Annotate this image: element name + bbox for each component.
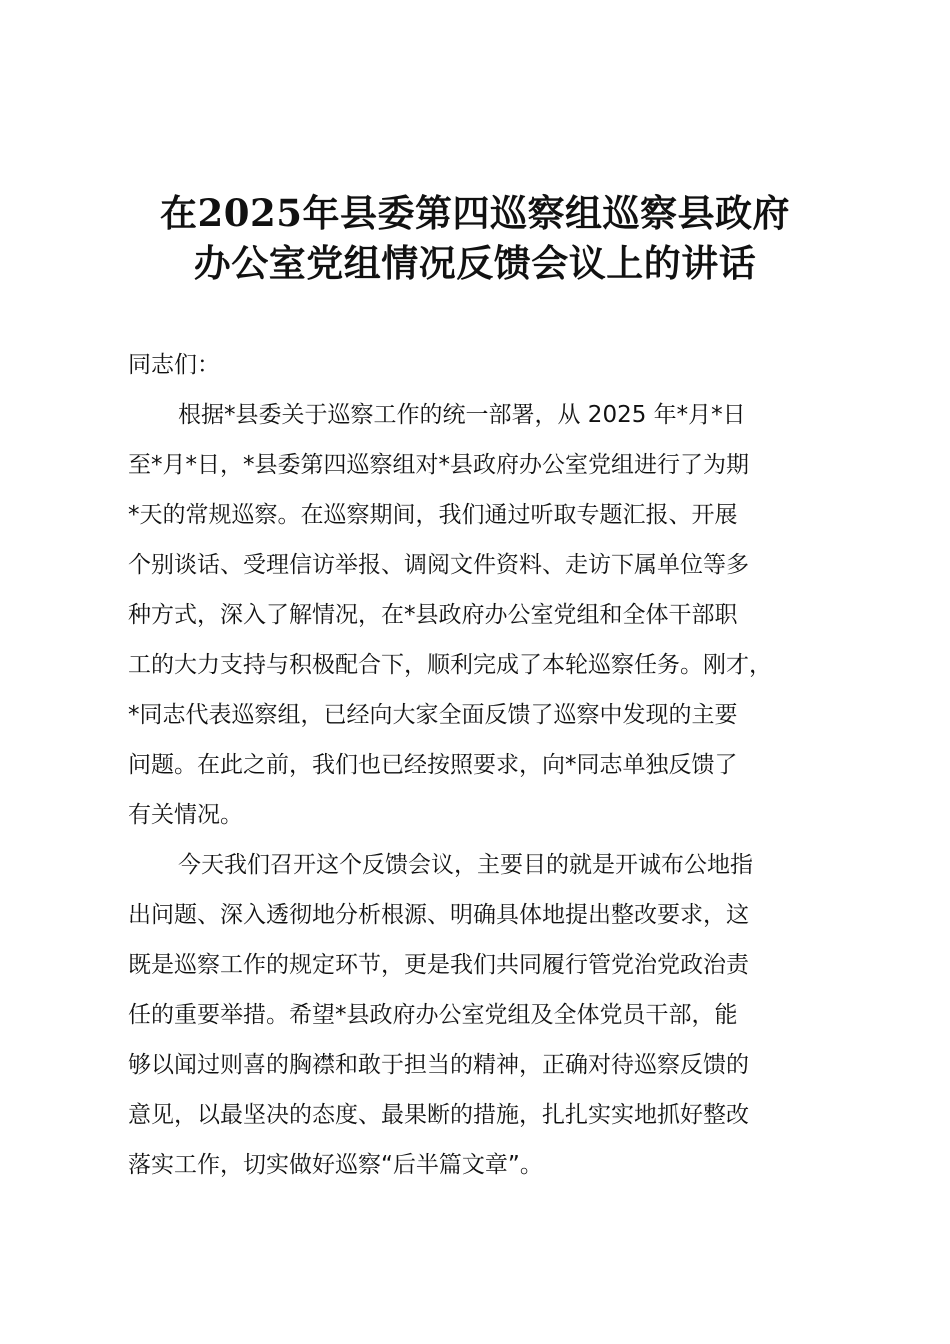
document-title (100, 188, 850, 288)
paragraph-line: 种方式，深入了解情况，在*县政府办公室党组和全体干部职 (128, 602, 738, 628)
paragraph-line: 有关情况。 (128, 802, 243, 828)
paragraph-line: 出问题、深入透彻地分析根源、明确具体地提出整改要求，这 (128, 902, 749, 928)
paragraph-line: 根据*县委关于巡察工作的统一部署，从 2025 年*月*日 (178, 402, 746, 428)
paragraph-line: 落实工作，切实做好巡察“后半篇文章”。 (128, 1152, 543, 1178)
paragraph-line: 至*月*日，*县委第四巡察组对*县政府办公室党组进行了为期 (128, 452, 749, 478)
paragraph-line: *同志代表巡察组，已经向大家全面反馈了巡察中发现的主要 (128, 702, 738, 728)
paragraph-line: 工的大力支持与积极配合下，顺利完成了本轮巡察任务。刚才， (128, 652, 772, 678)
paragraph-line: 今天我们召开这个反馈会议，主要目的就是开诚布公地指 (178, 852, 753, 878)
paragraph (128, 840, 828, 1190)
paragraph-line: 任的重要举措。希望*县政府办公室党组及全体党员干部，能 (128, 1002, 738, 1028)
paragraph (128, 390, 828, 840)
paragraph-line: 意见，以最坚决的态度、最果断的措施，扎扎实实地抓好整改 (128, 1102, 749, 1128)
salutation: 同志们： (128, 352, 220, 378)
paragraph-line: 问题。在此之前，我们也已经按照要求，向*同志单独反馈了 (128, 752, 738, 778)
paragraph-line: *天的常规巡察。在巡察期间，我们通过听取专题汇报、开展 (128, 502, 738, 528)
paragraph-line: 个别谈话、受理信访举报、调阅文件资料、走访下属单位等多 (128, 552, 749, 578)
title-line: 办公室党组情况反馈会议上的讲话 (193, 241, 757, 285)
paragraph-line: 既是巡察工作的规定环节，更是我们共同履行管党治党政治责 (128, 952, 749, 978)
title-line: 在2025年县委第四巡察组巡察县政府 (160, 191, 790, 235)
paragraph-line: 够以闻过则喜的胸襟和敢于担当的精神，正确对待巡察反馈的 (128, 1052, 749, 1078)
document-body (128, 340, 828, 1190)
